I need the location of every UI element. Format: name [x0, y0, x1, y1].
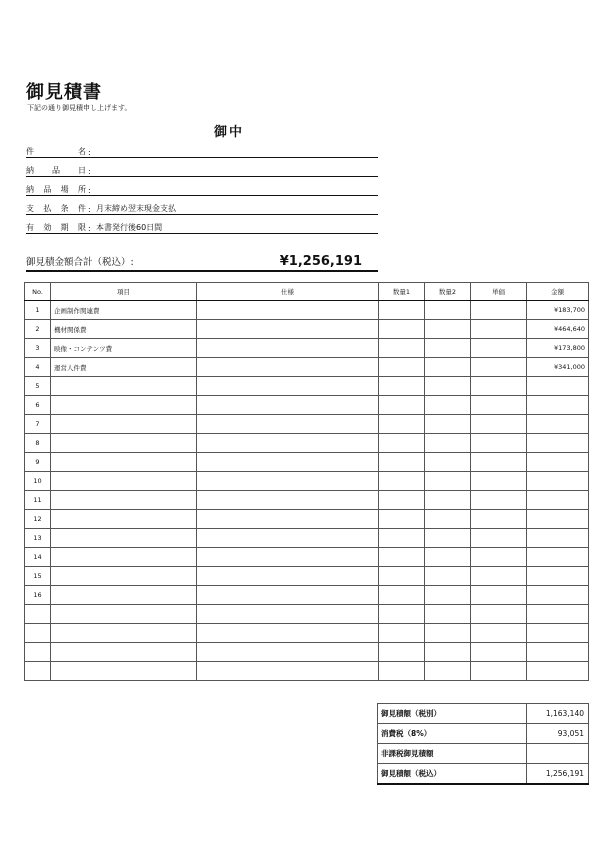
table-cell[interactable]: [197, 624, 379, 643]
table-cell[interactable]: [197, 643, 379, 662]
column-header: 数量1: [379, 283, 425, 301]
table-row: [25, 491, 589, 510]
table-cell[interactable]: 2: [25, 320, 51, 339]
table-cell[interactable]: [425, 320, 471, 339]
table-cell[interactable]: 運営人件費: [51, 358, 197, 377]
table-cell[interactable]: [25, 605, 51, 624]
table-cell[interactable]: [425, 491, 471, 510]
summary-row: [378, 744, 589, 764]
info-label-char: 品: [52, 166, 60, 175]
table-row: [25, 662, 589, 681]
table-cell[interactable]: [379, 396, 425, 415]
table-cell[interactable]: ¥341,000: [527, 358, 589, 377]
table-cell[interactable]: [379, 586, 425, 605]
table-cell[interactable]: [425, 339, 471, 358]
table-cell[interactable]: 9: [25, 453, 51, 472]
summary-value[interactable]: 1,163,140: [527, 704, 589, 724]
info-colon: :: [88, 167, 91, 176]
summary-row: [378, 704, 589, 724]
table-cell[interactable]: [197, 662, 379, 681]
table-cell[interactable]: [527, 453, 589, 472]
table-cell[interactable]: [51, 415, 197, 434]
table-cell[interactable]: 企画制作関連費: [51, 301, 197, 320]
table-cell[interactable]: [471, 472, 527, 491]
table-cell[interactable]: [425, 662, 471, 681]
table-cell[interactable]: [379, 605, 425, 624]
info-row: [26, 200, 378, 215]
info-label-char: 納: [26, 166, 34, 175]
table-cell[interactable]: [425, 301, 471, 320]
column-header: 項目: [51, 283, 197, 301]
table-cell[interactable]: [197, 491, 379, 510]
info-row: [26, 143, 378, 158]
table-cell[interactable]: [471, 358, 527, 377]
table-cell[interactable]: [379, 548, 425, 567]
table-row: [25, 605, 589, 624]
summary-label: 消費税（8%）: [378, 724, 527, 744]
info-label: [26, 165, 88, 176]
table-cell[interactable]: [471, 301, 527, 320]
table-cell[interactable]: [425, 472, 471, 491]
info-row: [26, 162, 378, 177]
table-cell[interactable]: [197, 358, 379, 377]
table-cell[interactable]: [379, 434, 425, 453]
table-cell[interactable]: [425, 529, 471, 548]
table-cell[interactable]: [527, 624, 589, 643]
table-row: [25, 624, 589, 643]
table-cell[interactable]: [197, 396, 379, 415]
document-title: 御見積書: [26, 82, 102, 103]
table-cell[interactable]: [197, 377, 379, 396]
table-cell[interactable]: [425, 377, 471, 396]
table-cell[interactable]: [471, 662, 527, 681]
table-cell[interactable]: [197, 586, 379, 605]
table-row: [25, 434, 589, 453]
table-cell[interactable]: [527, 396, 589, 415]
table-cell[interactable]: [197, 605, 379, 624]
info-label-char: 納: [26, 185, 34, 194]
table-cell[interactable]: 4: [25, 358, 51, 377]
column-header: No.: [25, 283, 51, 301]
table-cell[interactable]: 15: [25, 567, 51, 586]
table-cell[interactable]: 16: [25, 586, 51, 605]
table-cell[interactable]: [471, 491, 527, 510]
table-cell[interactable]: [51, 643, 197, 662]
table-cell[interactable]: [527, 662, 589, 681]
info-colon: :: [88, 205, 91, 214]
info-label-char: 有: [26, 223, 34, 232]
table-cell[interactable]: [379, 377, 425, 396]
table-cell[interactable]: [425, 415, 471, 434]
table-cell[interactable]: [527, 491, 589, 510]
table-cell[interactable]: [527, 605, 589, 624]
table-cell[interactable]: [527, 586, 589, 605]
table-cell[interactable]: 13: [25, 529, 51, 548]
table-cell[interactable]: [425, 624, 471, 643]
table-cell[interactable]: [527, 643, 589, 662]
summary-row: [378, 724, 589, 744]
table-cell[interactable]: [379, 662, 425, 681]
table-cell[interactable]: [379, 510, 425, 529]
table-cell[interactable]: [471, 586, 527, 605]
info-row: [26, 219, 378, 234]
table-cell[interactable]: 6: [25, 396, 51, 415]
table-cell[interactable]: [471, 605, 527, 624]
table-cell[interactable]: 3: [25, 339, 51, 358]
table-cell[interactable]: [379, 301, 425, 320]
summary-value[interactable]: 1,256,191: [527, 764, 589, 784]
line-items-table: [24, 282, 589, 681]
info-label: [26, 222, 88, 233]
table-row: [25, 586, 589, 605]
info-label: [26, 146, 88, 157]
table-row: [25, 358, 589, 377]
info-label: [26, 203, 88, 214]
table-cell[interactable]: [425, 548, 471, 567]
table-cell[interactable]: [51, 529, 197, 548]
info-label-char: 所: [77, 185, 86, 194]
info-label-char: 条: [60, 204, 69, 213]
table-cell[interactable]: [379, 453, 425, 472]
document-subtitle: 下記の通り御見積申し上げます。: [27, 104, 132, 112]
table-cell[interactable]: [51, 396, 197, 415]
table-cell[interactable]: [25, 643, 51, 662]
table-cell[interactable]: 11: [25, 491, 51, 510]
table-cell[interactable]: [425, 358, 471, 377]
table-cell[interactable]: [379, 624, 425, 643]
summary-label: 非課税御見積額: [378, 744, 527, 764]
grand-total-row: [26, 250, 378, 272]
table-cell[interactable]: [197, 472, 379, 491]
table-cell[interactable]: 映像・コンテンツ費: [51, 339, 197, 358]
info-colon: :: [88, 224, 91, 233]
info-label-char: 支: [26, 204, 34, 213]
table-cell[interactable]: [471, 434, 527, 453]
table-cell[interactable]: [197, 548, 379, 567]
table-cell[interactable]: [425, 434, 471, 453]
table-cell[interactable]: [471, 548, 527, 567]
summary-row: [378, 764, 589, 784]
table-cell[interactable]: [471, 396, 527, 415]
summary-label: 御見積額（税込）: [378, 764, 527, 784]
info-label-char: 件: [26, 147, 34, 156]
info-label-char: 場: [60, 185, 69, 194]
table-cell[interactable]: ¥183,700: [527, 301, 589, 320]
table-cell[interactable]: [197, 415, 379, 434]
table-cell[interactable]: [425, 453, 471, 472]
table-cell[interactable]: [51, 567, 197, 586]
grand-total-value: ¥1,256,191: [279, 254, 362, 269]
grand-total-label: 御見積金額合計（税込）:: [26, 257, 134, 268]
info-colon: :: [88, 186, 91, 195]
table-cell[interactable]: 1: [25, 301, 51, 320]
table-cell[interactable]: [527, 567, 589, 586]
table-cell[interactable]: [197, 301, 379, 320]
table-cell[interactable]: [471, 453, 527, 472]
info-label-char: 品: [43, 185, 52, 194]
table-cell[interactable]: 7: [25, 415, 51, 434]
table-cell[interactable]: [471, 529, 527, 548]
table-cell[interactable]: [379, 643, 425, 662]
table-cell[interactable]: [379, 567, 425, 586]
table-cell[interactable]: [527, 377, 589, 396]
table-cell[interactable]: [471, 510, 527, 529]
table-cell[interactable]: [379, 491, 425, 510]
table-cell[interactable]: [379, 320, 425, 339]
table-cell[interactable]: [425, 567, 471, 586]
info-row: [26, 181, 378, 196]
table-cell[interactable]: [51, 605, 197, 624]
table-cell[interactable]: [51, 548, 197, 567]
info-label-char: 件: [77, 204, 86, 213]
summary-value[interactable]: [527, 744, 589, 764]
table-cell[interactable]: [51, 662, 197, 681]
column-header: 単価: [471, 283, 527, 301]
table-cell[interactable]: [379, 529, 425, 548]
table-row: [25, 567, 589, 586]
table-cell[interactable]: [51, 510, 197, 529]
table-cell[interactable]: [527, 472, 589, 491]
table-cell[interactable]: [379, 358, 425, 377]
table-cell[interactable]: [197, 529, 379, 548]
info-colon: :: [88, 148, 91, 157]
info-label-char: 払: [43, 204, 52, 213]
table-cell[interactable]: [51, 624, 197, 643]
table-cell[interactable]: [471, 377, 527, 396]
table-cell[interactable]: [25, 662, 51, 681]
summary-table: [377, 703, 589, 785]
table-cell[interactable]: [527, 529, 589, 548]
table-cell[interactable]: [425, 643, 471, 662]
info-label-char: 名: [78, 147, 86, 156]
table-row: [25, 548, 589, 567]
column-header: 数量2: [425, 283, 471, 301]
table-cell[interactable]: [197, 567, 379, 586]
table-row: [25, 396, 589, 415]
table-cell[interactable]: 14: [25, 548, 51, 567]
info-label-char: 効: [43, 223, 52, 232]
info-label-char: 日: [78, 166, 86, 175]
summary-value[interactable]: 93,051: [527, 724, 589, 744]
table-row: [25, 529, 589, 548]
table-cell[interactable]: [527, 510, 589, 529]
info-label-char: 期: [60, 223, 69, 232]
table-cell[interactable]: [527, 415, 589, 434]
table-cell[interactable]: ¥464,640: [527, 320, 589, 339]
table-cell[interactable]: [471, 624, 527, 643]
table-cell[interactable]: [425, 510, 471, 529]
table-row: [25, 643, 589, 662]
table-cell[interactable]: [197, 453, 379, 472]
table-cell[interactable]: [197, 339, 379, 358]
table-row: [25, 472, 589, 491]
table-cell[interactable]: [527, 548, 589, 567]
table-cell[interactable]: [51, 491, 197, 510]
table-cell[interactable]: [425, 586, 471, 605]
table-cell[interactable]: [51, 586, 197, 605]
table-cell[interactable]: [51, 453, 197, 472]
table-cell[interactable]: 8: [25, 434, 51, 453]
table-cell[interactable]: [51, 377, 197, 396]
table-cell[interactable]: 10: [25, 472, 51, 491]
info-label: [26, 184, 88, 195]
info-value[interactable]: 月末締め翌末現金支払: [96, 204, 176, 213]
table-row: [25, 320, 589, 339]
table-cell[interactable]: [471, 415, 527, 434]
table-cell[interactable]: [471, 567, 527, 586]
info-value[interactable]: 本書発行後60日間: [96, 223, 163, 232]
table-cell[interactable]: [25, 624, 51, 643]
table-row: [25, 510, 589, 529]
table-cell[interactable]: [197, 434, 379, 453]
table-row: [25, 377, 589, 396]
table-cell[interactable]: [425, 605, 471, 624]
table-cell[interactable]: [527, 434, 589, 453]
info-label-char: 限: [77, 223, 86, 232]
table-cell[interactable]: [197, 320, 379, 339]
table-cell[interactable]: [51, 472, 197, 491]
table-cell[interactable]: [471, 339, 527, 358]
column-header: 金額: [527, 283, 589, 301]
table-cell[interactable]: [197, 510, 379, 529]
table-cell[interactable]: [379, 415, 425, 434]
table-row: [25, 415, 589, 434]
table-row: [25, 301, 589, 320]
table-cell[interactable]: 12: [25, 510, 51, 529]
table-cell[interactable]: 5: [25, 377, 51, 396]
table-row: [25, 339, 589, 358]
table-cell[interactable]: [379, 339, 425, 358]
table-cell[interactable]: [471, 643, 527, 662]
table-cell[interactable]: 機材関係費: [51, 320, 197, 339]
summary-label: 御見積額（税別）: [378, 704, 527, 724]
table-cell[interactable]: [51, 434, 197, 453]
column-header: 仕様: [197, 283, 379, 301]
table-cell[interactable]: ¥173,800: [527, 339, 589, 358]
table-row: [25, 453, 589, 472]
table-cell[interactable]: [471, 320, 527, 339]
table-cell[interactable]: [379, 472, 425, 491]
table-cell[interactable]: [425, 396, 471, 415]
table-header-row: [25, 283, 589, 301]
recipient-suffix: 御中: [214, 125, 245, 140]
